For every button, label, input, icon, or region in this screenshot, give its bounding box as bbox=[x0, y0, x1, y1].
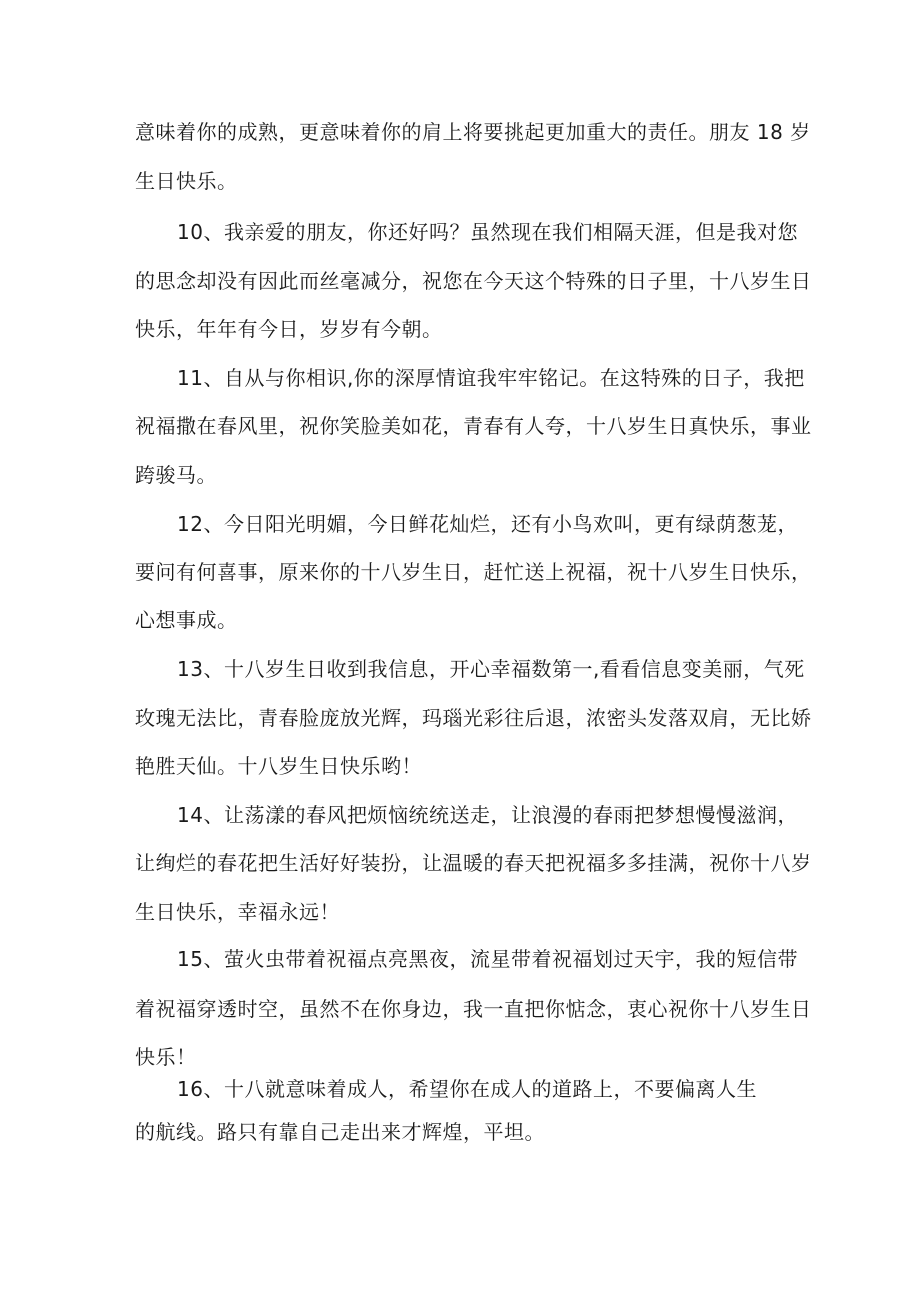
text-line: 让绚烂的春花把生活好好装扮，让温暖的春天把祝福多多挂满，祝你十八岁 bbox=[135, 851, 812, 875]
text-line: 快乐，年年有今日，岁岁有今朝。 bbox=[135, 317, 443, 341]
text-line: 心想事成。 bbox=[135, 608, 238, 632]
paragraph-10-start: 10、我亲爱的朋友，你还好吗？虽然现在我们相隔天涯，但是我对您 bbox=[177, 220, 798, 244]
paragraph-12-start: 12、今日阳光明媚，今日鲜花灿烂，还有小鸟欢叫，更有绿荫葱茏， bbox=[177, 512, 798, 536]
text-line: 要问有何喜事，原来你的十八岁生日，赶忙送上祝福，祝十八岁生日快乐， bbox=[135, 560, 812, 584]
text-line: 跨骏马。 bbox=[135, 463, 217, 487]
text-line: 玫瑰无法比，青春脸庞放光辉，玛瑙光彩往后退，浓密头发落双肩，无比娇 bbox=[135, 706, 812, 730]
text-line: 快乐！ bbox=[135, 1045, 197, 1069]
text-line: 生日快乐。 bbox=[135, 169, 238, 193]
text-line: 生日快乐，幸福永远！ bbox=[135, 900, 340, 924]
paragraph-16-start: 16、十八就意味着成人，希望你在成人的道路上，不要偏离人生 bbox=[177, 1077, 757, 1101]
text-line: 意味着你的成熟，更意味着你的肩上将要挑起更加重大的责任。朋友 18 岁 bbox=[135, 120, 811, 144]
paragraph-13-start: 13、十八岁生日收到我信息，开心幸福数第一,看看信息变美丽，气死 bbox=[177, 657, 805, 681]
text-line: 着祝福穿透时空，虽然不在你身边，我一直把你惦念，衷心祝你十八岁生日 bbox=[135, 997, 812, 1021]
paragraph-11-start: 11、自从与你相识,你的深厚情谊我牢牢铭记。在这特殊的日子，我把 bbox=[177, 366, 805, 390]
text-line: 祝福撒在春风里，祝你笑脸美如花，青春有人夸，十八岁生日真快乐，事业 bbox=[135, 414, 812, 438]
text-line: 艳胜天仙。十八岁生日快乐哟！ bbox=[135, 754, 422, 778]
paragraph-15-start: 15、萤火虫带着祝福点亮黑夜，流星带着祝福划过天宇，我的短信带 bbox=[177, 947, 798, 971]
text-line: 的思念却没有因此而丝毫减分，祝您在今天这个特殊的日子里，十八岁生日 bbox=[135, 269, 812, 293]
text-line: 的航线。路只有靠自己走出来才辉煌，平坦。 bbox=[135, 1120, 545, 1144]
paragraph-14-start: 14、让荡漾的春风把烦恼统统送走，让浪漫的春雨把梦想慢慢滋润， bbox=[177, 803, 798, 827]
